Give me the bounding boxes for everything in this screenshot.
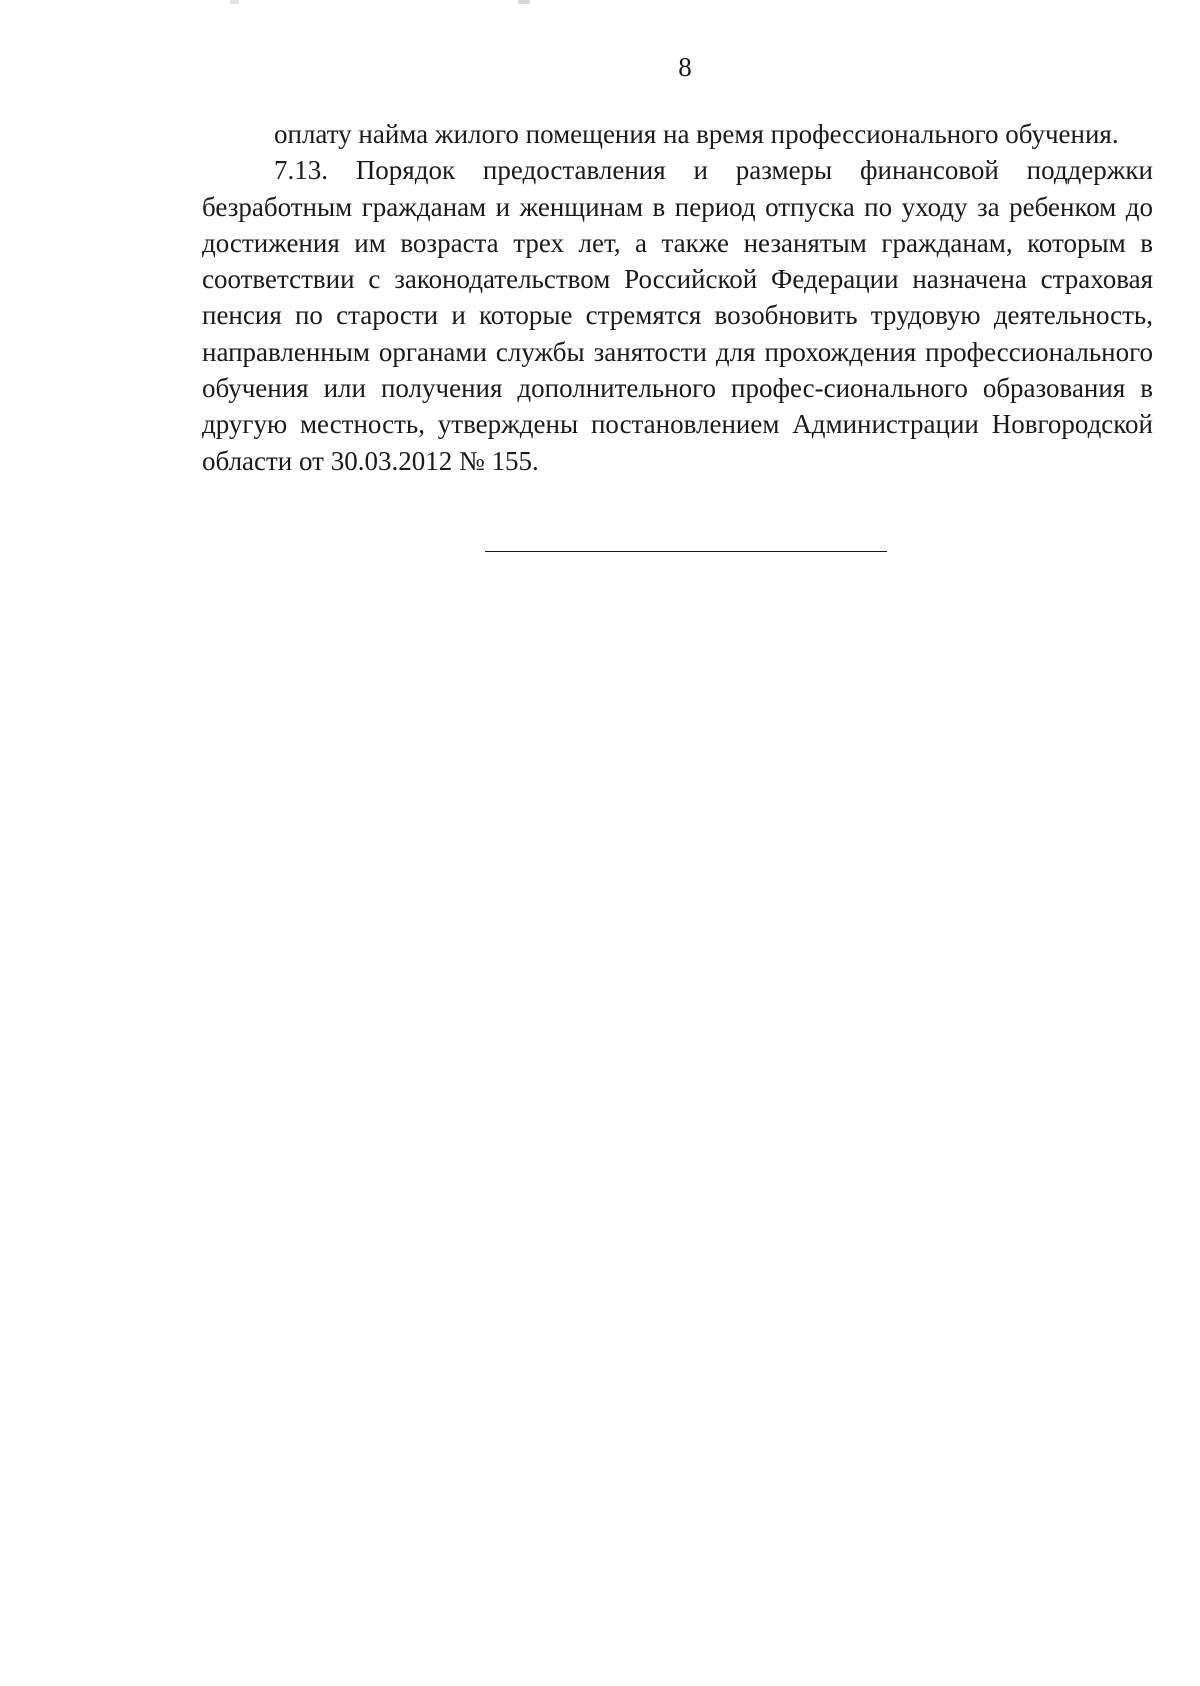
paragraph-7-13: 7.13. Порядок предоставления и размеры финансовой поддержки безработным гражданам и женщинам в период отпуска по уходу за ребенком до достижения им возраста трех лет, а также незанятым гражданам, которым в соответствии с законодательством Российской Федерации назначена страховая пенсия по старости и которые стремятся возобновить трудовую деятельность, направленным органами службы занятости для прохождения профессионального обучения или получения дополнительного профес-сионального образования в другую местность, утверждены постановлением Администрации Новгородской области от 30.03.2012 № 155. bbox=[202, 155, 1153, 476]
closing-divider-line bbox=[485, 551, 887, 552]
paragraph-continued: оплату найма жилого помещения на время профессионального обучения. bbox=[274, 119, 1119, 149]
document-body bbox=[202, 116, 1153, 479]
scan-edge-artifact bbox=[230, 0, 530, 4]
page-number: 8 bbox=[678, 52, 692, 82]
